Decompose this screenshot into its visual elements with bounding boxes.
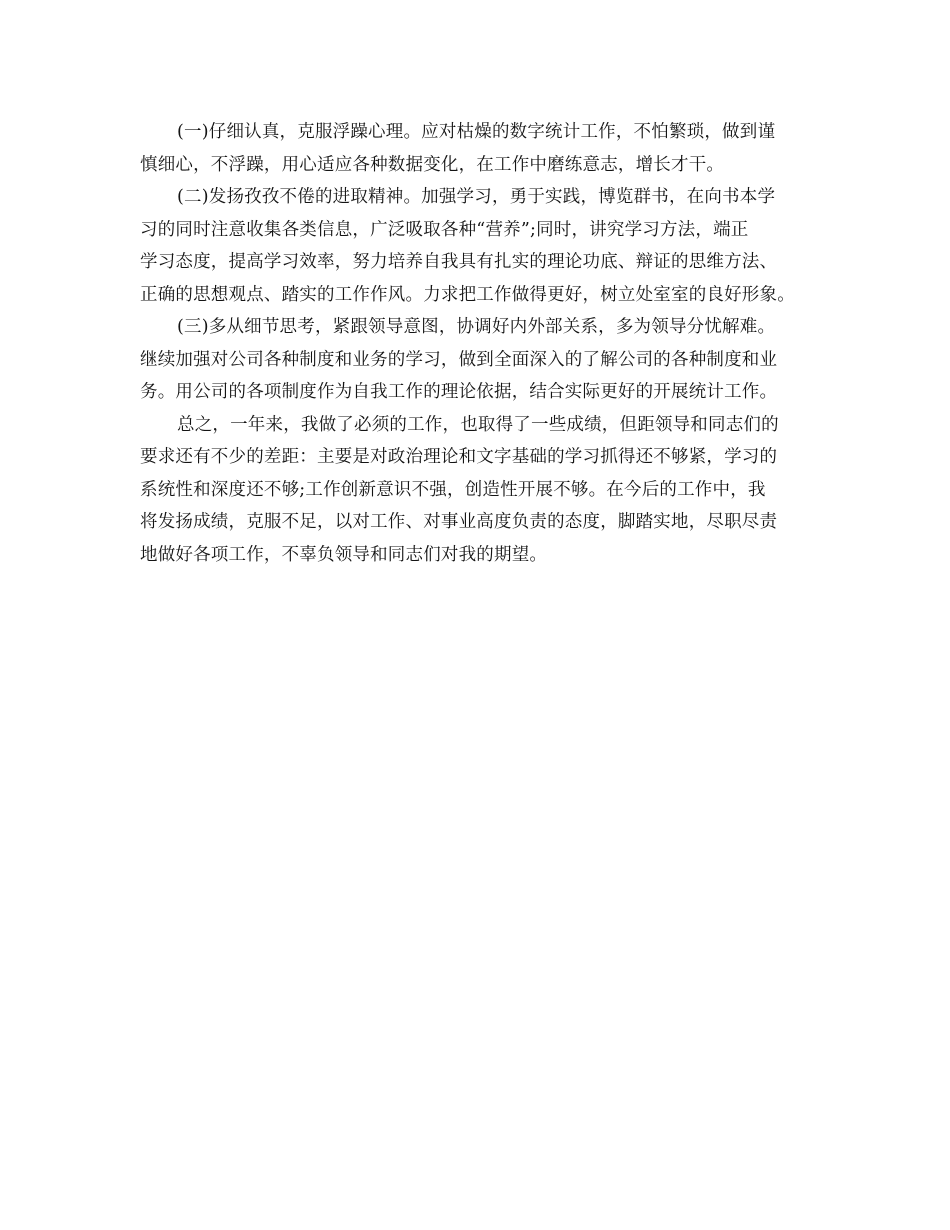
text-line: 慎细心，不浮躁，用心适应各种数据变化，在工作中磨练意志，增长才干。: [140, 154, 725, 175]
text-line: 正确的思想观点、踏实的工作作风。力求把工作做得更好，树立处室室的良好形象。: [140, 284, 795, 305]
text-line: 务。用公司的各项制度作为自我工作的理论依据，结合实际更好的开展统计工作。: [140, 382, 778, 402]
text-line: (一)仔细认真，克服浮躁心理。应对枯燥的数字统计工作，不怕繁琐，做到谨: [177, 122, 776, 142]
text-line: 习的同时注意收集各类信息，广泛吸取各种“营养”;同时，讲究学习方法，端正: [140, 219, 749, 240]
text-line: 学习态度，提高学习效率，努力培养自我具有扎实的理论功底、辩证的思维方法、: [140, 252, 778, 272]
paragraph-1: [140, 116, 830, 181]
text-line: 继续加强对公司各种制度和业务的学习，做到全面深入的了解公司的各种制度和业: [140, 349, 778, 370]
text-line: (三)多从细节思考，紧跟领导意图，协调好内外部关系，多为领导分忧解难。: [177, 317, 776, 337]
text-line: 地做好各项工作，不辜负领导和同志们对我的期望。: [140, 544, 548, 565]
text-line: 系统性和深度还不够;工作创新意识不强，创造性开展不够。在今后的工作中，我: [140, 479, 766, 500]
paragraph-3: [140, 311, 830, 409]
text-line: 要求还有不少的差距：主要是对政治理论和文字基础的学习抓得还不够紧，学习的: [140, 447, 778, 467]
document-body: [140, 116, 830, 571]
text-line: 将发扬成绩，克服不足，以对工作、对事业高度负责的态度，脚踏实地，尽职尽责: [140, 512, 778, 532]
paragraph-4: [140, 409, 830, 572]
paragraph-2: [140, 181, 830, 311]
text-line: 总之，一年来，我做了必须的工作，也取得了一些成绩，但距领导和同志们的: [177, 414, 779, 435]
text-line: (二)发扬孜孜不倦的进取精神。加强学习，勇于实践，博览群书，在向书本学: [177, 187, 776, 207]
